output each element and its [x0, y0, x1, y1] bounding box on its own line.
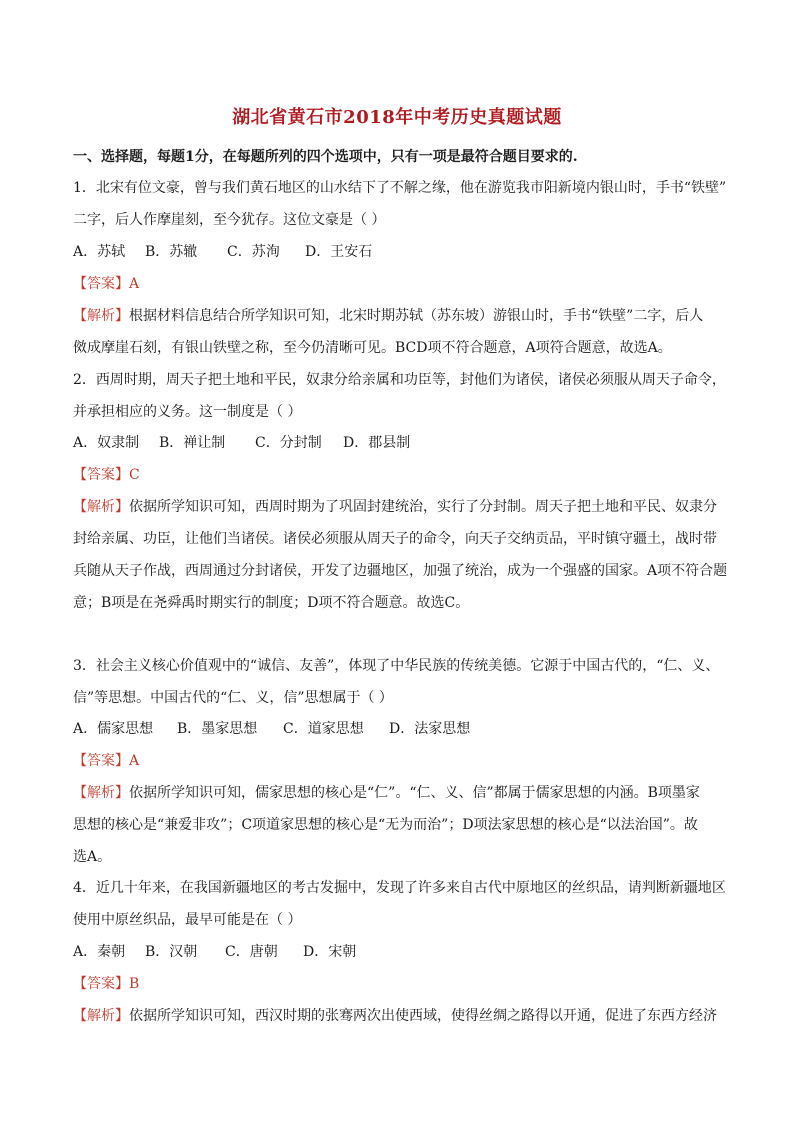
answer-value: A — [129, 753, 140, 769]
question-3-option-d: D．法家思想 — [389, 721, 471, 737]
analysis-tag: 【解析】 — [73, 499, 129, 515]
question-3-stem-line-1: 3．社会主义核心价值观中的“诚信、友善”，体现了中华民族的传统美德。它源于中国古代的，“仁、义、 — [73, 658, 720, 674]
question-4-options — [73, 941, 356, 961]
question-1-option-b: B．苏辙 — [145, 244, 198, 260]
question-4-option-b: B．汉朝 — [145, 944, 198, 960]
question-1-option-a: A．苏轼 — [73, 244, 126, 260]
answer-value: B — [129, 976, 140, 992]
question-2-stem-line-1: 2．西周时期，周天子把土地和平民，奴隶分给亲属和功臣等，封他们为诸侯，诸侯必须服从周天子命令， — [73, 372, 726, 388]
analysis-text: 依据所学知识可知，西周时期为了巩固封建统治，实行了分封制。周天子把土地和平民、奴隶分 — [129, 499, 717, 515]
question-1-analysis-line-2: 傚成摩崖石刻，有银山铁壁之称，至今仍清晰可见。BCD项不符合题意，A项符合题意，故选A。 — [73, 340, 672, 356]
question-3-stem-line-2: 信”等思想。中国古代的“仁、义，信”思想属于（ ） — [73, 690, 393, 706]
question-3-analysis-line-2: 思想的核心是“兼爱非攻”；C项道家思想的核心是“无为而治”；D项法家思想的核心是“以法治国”。故 — [73, 817, 698, 833]
question-4-stem-line-2: 使用中原丝织品，最早可能是在（ ） — [73, 912, 302, 928]
question-3-analysis-line-3: 选A。 — [73, 849, 112, 865]
question-1-answer — [73, 273, 139, 293]
question-2-stem-line-2: 并承担相应的义务。这一制度是（ ） — [73, 404, 302, 420]
question-2-options — [73, 432, 410, 452]
question-1-options — [73, 241, 372, 261]
question-2-option-d: D．郡县制 — [343, 435, 411, 451]
analysis-text: 依据所学知识可知，儒家思想的核心是“仁”。“仁、义、信”都属于儒家思想的内涵。B项墨家 — [129, 785, 700, 801]
question-3-option-c: C．道家思想 — [283, 721, 364, 737]
question-2-answer — [73, 464, 140, 484]
analysis-text: 根据材料信息结合所学知识可知，北宋时期苏轼（苏东坡）游银山时，手书“铁壁”二字，后人 — [129, 308, 704, 324]
question-4-option-d: D．宋朝 — [303, 944, 357, 960]
question-1-option-c: C．苏洵 — [227, 244, 280, 260]
question-4-option-a: A．秦朝 — [73, 944, 126, 960]
question-1-analysis-line-1 — [73, 305, 703, 325]
answer-tag: 【答案】 — [73, 276, 129, 292]
page-title: 湖北省黄石市2018年中考历史真题试题 — [232, 107, 562, 128]
question-3-answer — [73, 750, 139, 770]
question-2-analysis-line-1 — [73, 496, 717, 516]
question-3-analysis-line-1 — [73, 782, 700, 802]
analysis-text: 依据所学知识可知，西汉时期的张骞两次出使西域，使得丝绸之路得以开通，促进了东西方经济 — [129, 1008, 717, 1024]
section-heading: 一、选择题，每题1分，在每题所列的四个选项中，只有一项是最符合题目要求的. — [73, 149, 578, 165]
question-2-analysis-line-2: 封给亲属、功臣，让他们当诸侯。诸侯必须服从周天子的命令，向天子交纳贡品，平时镇守疆土，战时带 — [73, 531, 717, 547]
question-3-option-a: A．儒家思想 — [73, 721, 154, 737]
analysis-tag: 【解析】 — [73, 308, 129, 324]
question-4-answer — [73, 973, 139, 993]
question-2-option-b: B．禅让制 — [159, 435, 226, 451]
analysis-tag: 【解析】 — [73, 785, 129, 801]
question-1-stem-line-1: 1．北宋有位文豪，曾与我们黄石地区的山水结下了不解之缘，他在游览我市阳新境内银山时，手书“铁壁” — [73, 180, 727, 196]
question-3-option-b: B．墨家思想 — [177, 721, 258, 737]
question-2-analysis-line-3: 兵随从天子作战，西周通过分封诸侯，开发了边疆地区，加强了统治，成为一个强盛的国家。A项不符合题 — [73, 563, 728, 579]
question-2-option-c: C．分封制 — [255, 435, 322, 451]
answer-value: C — [129, 467, 140, 483]
question-3-options — [73, 718, 470, 738]
analysis-tag: 【解析】 — [73, 1008, 129, 1024]
answer-value: A — [129, 276, 140, 292]
question-2-analysis-line-4: 意；B项是在尧舜禹时期实行的制度；D项不符合题意。故选C。 — [73, 595, 470, 611]
answer-tag: 【答案】 — [73, 467, 129, 483]
question-4-stem-line-1: 4．近几十年来，在我国新疆地区的考古发掘中，发现了许多来自古代中原地区的丝织品，请判断新疆地区 — [73, 880, 726, 896]
question-4-analysis-line-1 — [73, 1005, 717, 1025]
question-1-stem-line-2: 二字，后人作摩崖刻，至今犹存。这位文豪是（ ） — [73, 212, 386, 228]
question-2-option-a: A．奴隶制 — [73, 435, 140, 451]
question-4-option-c: C．唐朝 — [225, 944, 278, 960]
question-1-option-d: D．王安石 — [305, 244, 373, 260]
answer-tag: 【答案】 — [73, 753, 129, 769]
answer-tag: 【答案】 — [73, 976, 129, 992]
